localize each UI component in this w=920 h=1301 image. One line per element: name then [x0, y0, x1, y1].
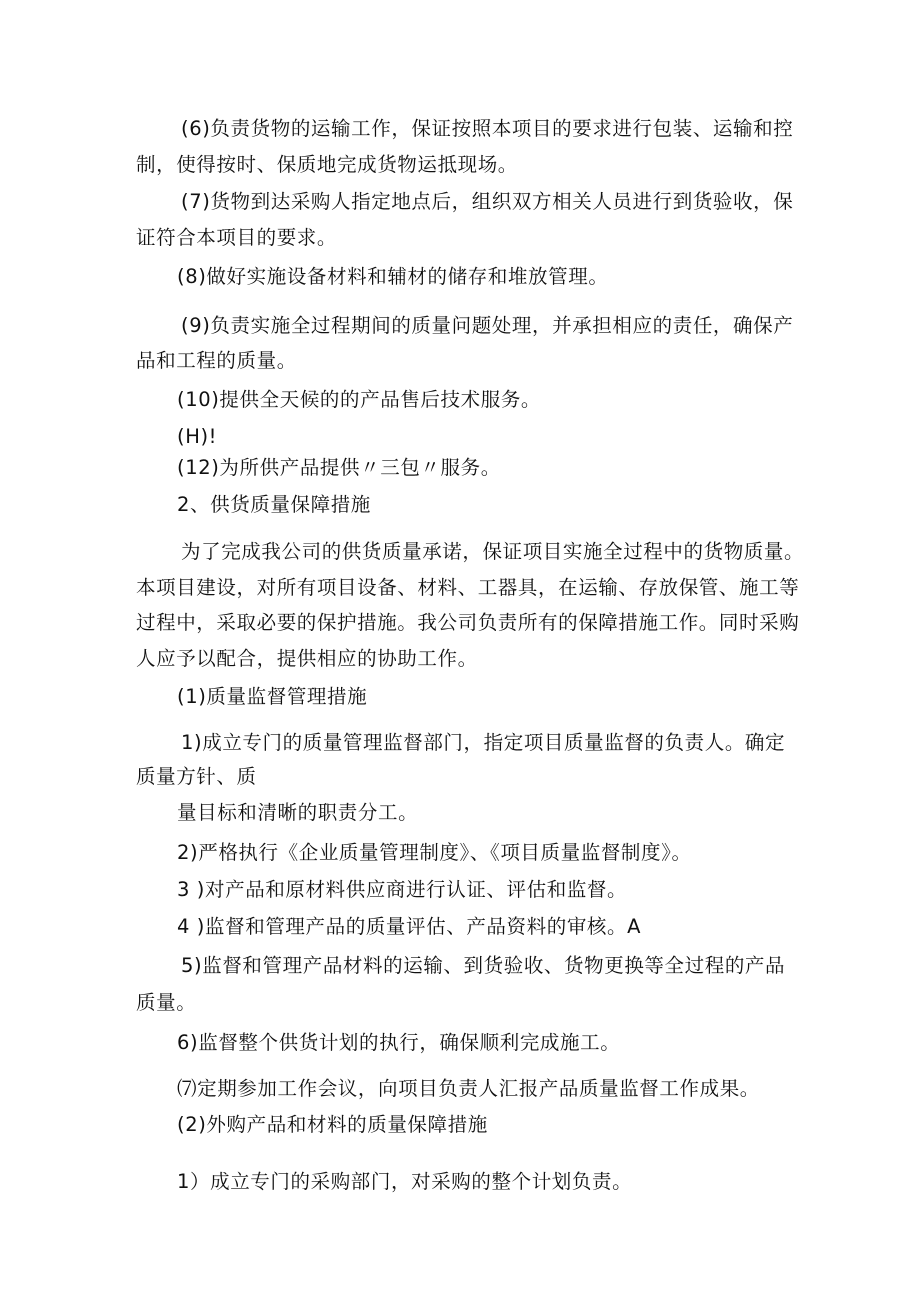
paragraph-line: (8)做好实施设备材料和辅材的储存和堆放管理。: [177, 265, 609, 288]
paragraph-line: 4 )监督和管理产品的质量评估、产品资料的审核。A: [177, 915, 642, 938]
section-heading: 2、供货质量保障措施: [177, 493, 371, 516]
paragraph-line: 为了完成我公司的供货质量承诺，保证项目实施全过程中的货物质量。: [181, 540, 805, 563]
paragraph-line: (10)提供全天候的的产品售后技术服务。: [177, 388, 542, 411]
paragraph-line: (7)货物到达采购人指定地点后，组织双方相关人员进行到货验收，保: [181, 190, 794, 213]
paragraph-line: 5)监督和管理产品材料的运输、到货验收、货物更换等全过程的产品: [181, 954, 786, 977]
paragraph-line: 1）成立专门的采购部门，对采购的整个计划负责。: [177, 1170, 633, 1193]
paragraph-line: 品和工程的质量。: [136, 349, 297, 372]
paragraph-line: ⑺定期参加工作会议，向项目负责人汇报产品质量监督工作成果。: [177, 1077, 760, 1100]
paragraph-line: 2)严格执行《企业质量管理制度》、《项目质量监督制度》。: [177, 841, 692, 864]
paragraph-line: 制，使得按时、保质地完成货物运抵现场。: [136, 153, 518, 176]
subsection-heading: (1)质量监督管理措施: [177, 685, 368, 708]
paragraph-line: 证符合本项目的要求。: [136, 226, 338, 249]
paragraph-line: (12)为所供产品提供〃三包〃服务。: [177, 456, 501, 479]
paragraph-line: 人应予以配合，提供相应的协助工作。: [136, 647, 478, 670]
paragraph-line: 3 )对产品和原材料供应商进行认证、评估和监督。: [177, 878, 628, 901]
paragraph-line: 6)监督整个供货计划的执行，确保顺利完成施工。: [177, 1031, 621, 1054]
paragraph-line: (6)负责货物的运输工作，保证按照本项目的要求进行包装、运输和控: [181, 117, 794, 140]
paragraph-line: (H)!: [177, 425, 218, 448]
paragraph-line: 本项目建设，对所有项目设备、材料、工器具，在运输、存放保管、施工等: [136, 576, 800, 599]
paragraph-line: 质量。: [136, 991, 197, 1014]
paragraph-line: 过程中，采取必要的保护措施。我公司负责所有的保障措施工作。同时采购: [136, 611, 800, 634]
paragraph-line: 量目标和清晰的职责分工。: [177, 801, 419, 824]
paragraph-line: 质量方针、质: [136, 765, 257, 788]
paragraph-line: 1)成立专门的质量管理监督部门，指定项目质量监督的负责人。确定: [181, 731, 786, 754]
subsection-heading: (2)外购产品和材料的质量保障措施: [177, 1113, 488, 1136]
paragraph-line: (9)负责实施全过程期间的质量问题处理，并承担相应的责任，确保产: [181, 314, 794, 337]
